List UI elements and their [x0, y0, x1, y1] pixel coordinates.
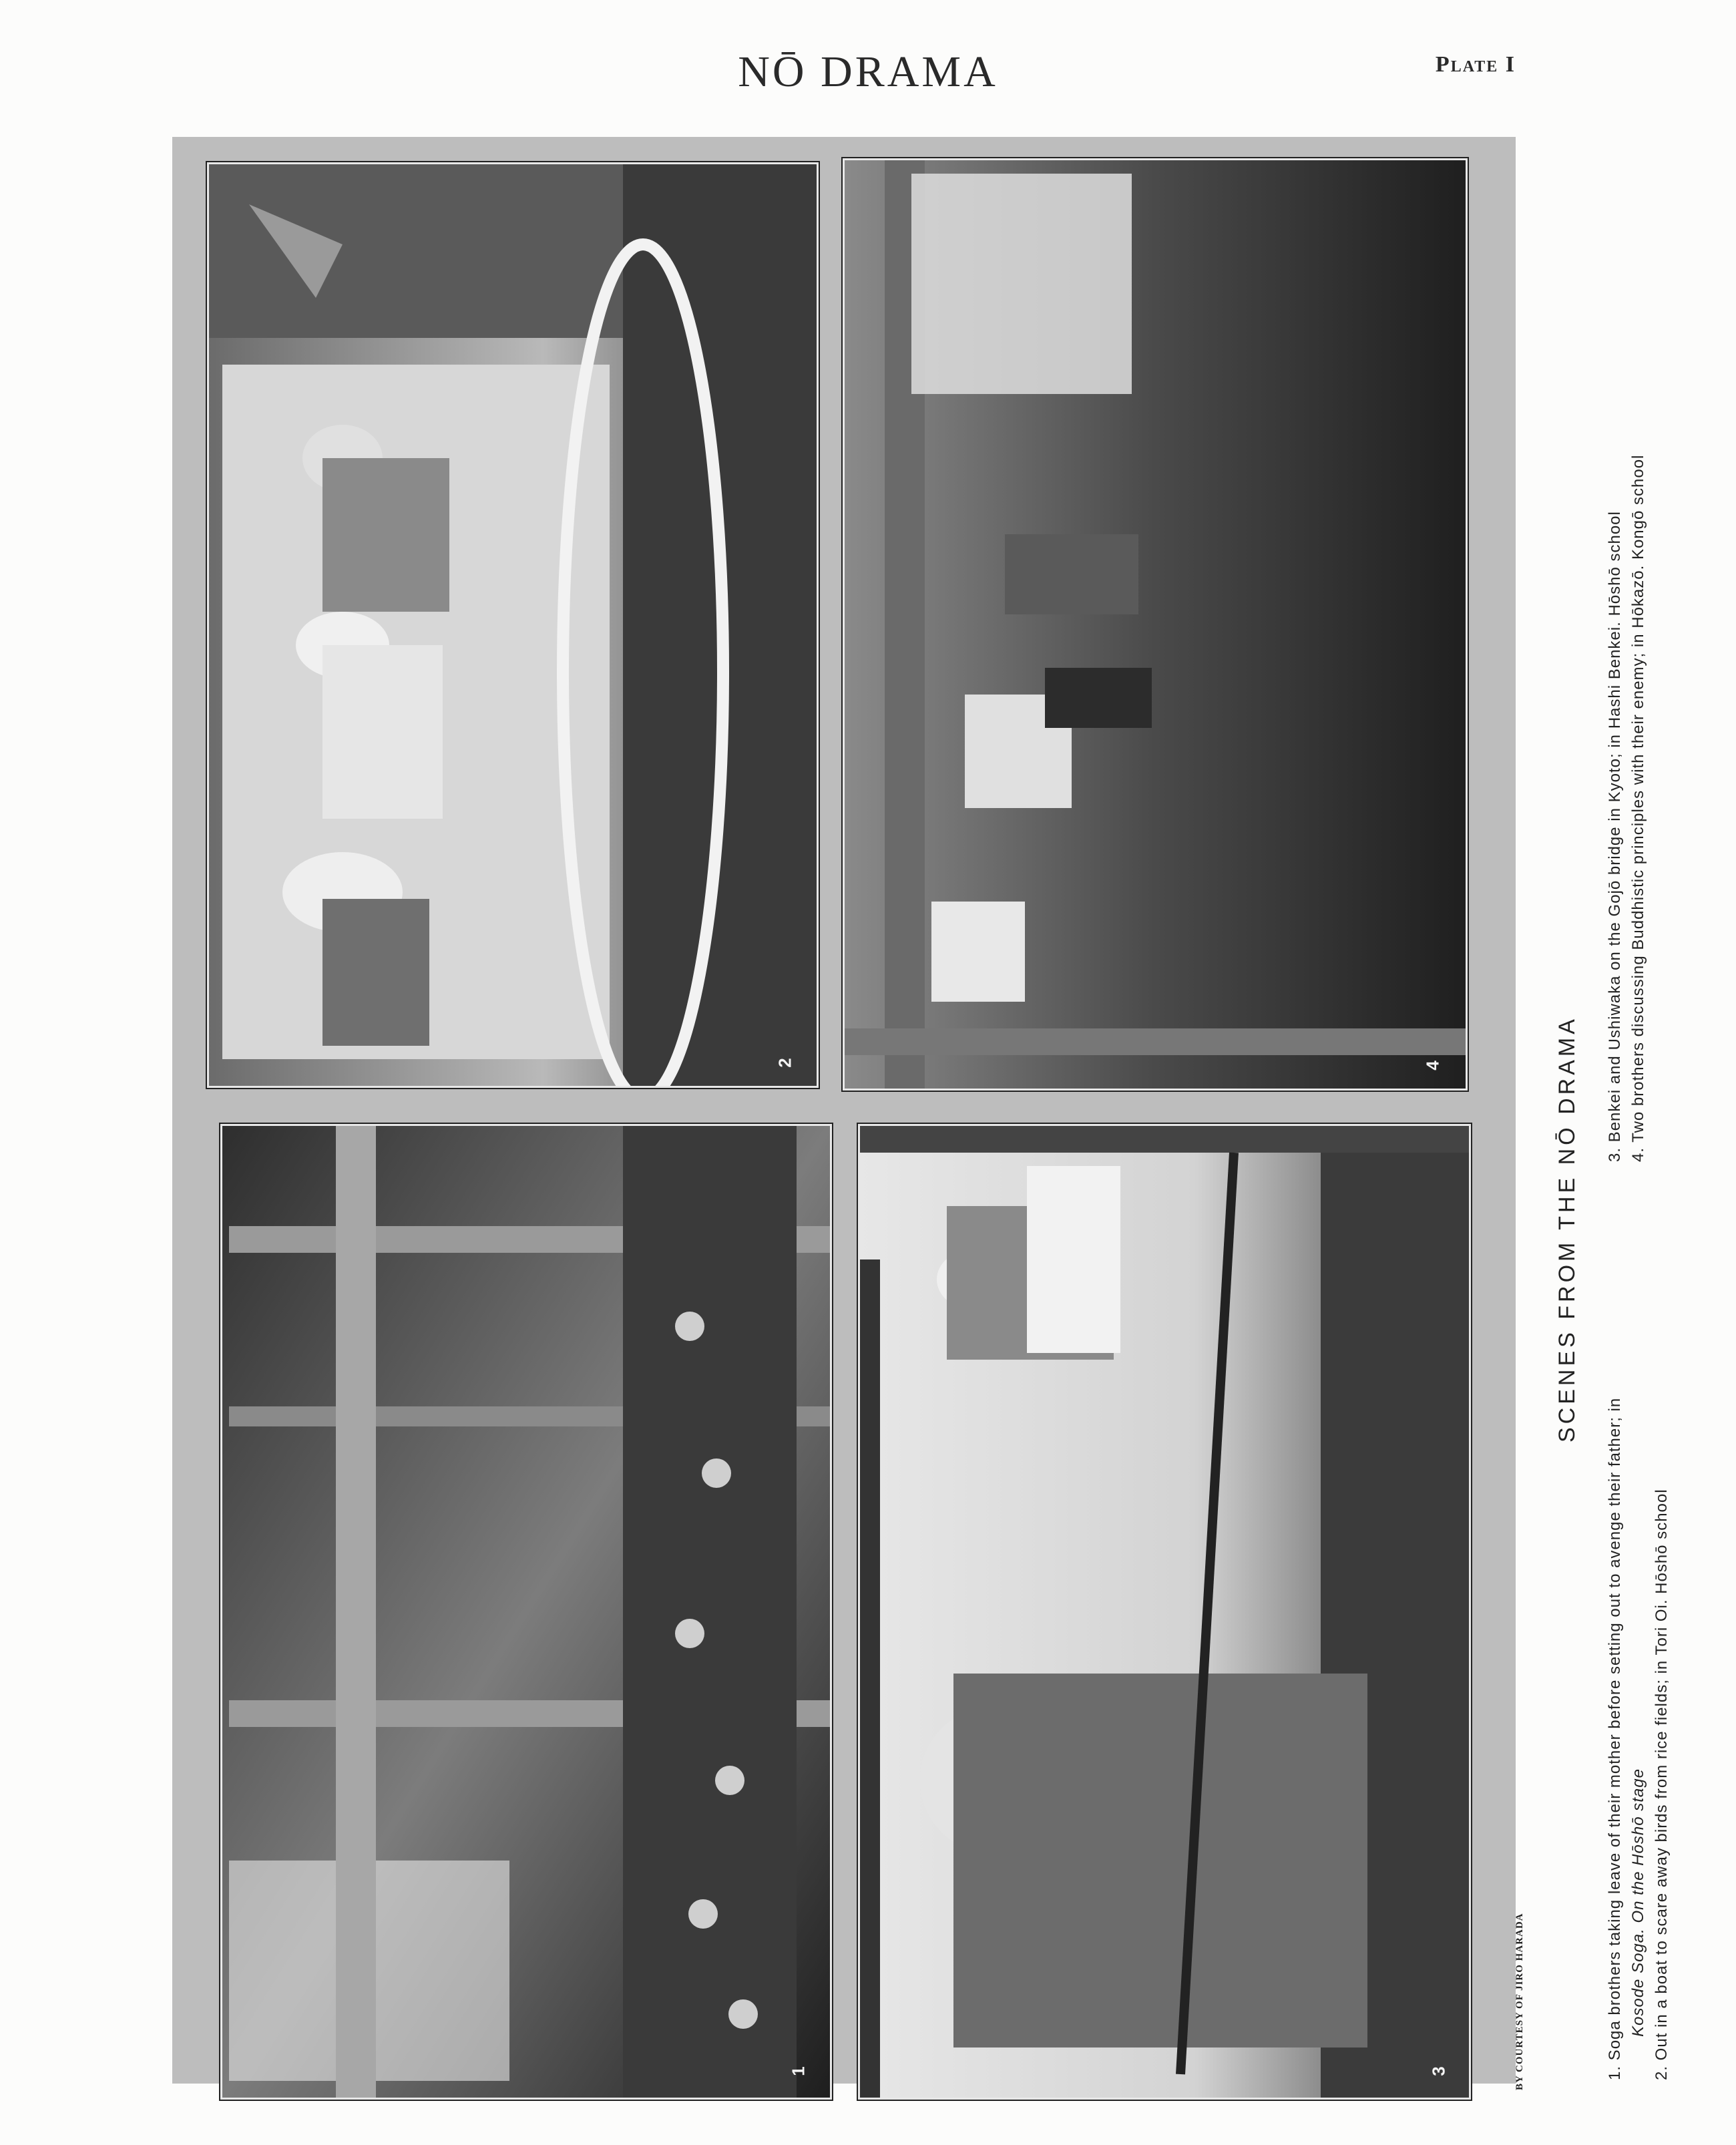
caption-heading: SCENES FROM THE NŌ DRAMA: [1554, 1016, 1580, 1442]
caption-item-2-line1: 2. Out in a boat to scare away birds from rice fields; in Tori Oi. Hōshō school: [1653, 1489, 1671, 2080]
photo-number: 4: [1422, 1060, 1443, 1070]
photo-number: 3: [1428, 2066, 1449, 2076]
caption-area: [1509, 147, 1723, 2084]
photo-2: [207, 162, 819, 1088]
photo-number: 1: [788, 2066, 809, 2076]
caption-item-3-line1: 3. Benkei and Ushiwaka on the Gojō bridge in Kyoto; in Hashi Benkei. Hōshō school: [1606, 511, 1624, 1162]
photo-number: 2: [775, 1058, 795, 1068]
caption-item-4-line1: 4. Two brothers discussing Buddhistic principles with their enemy; in Hōkazō. Kongō school: [1629, 454, 1647, 1162]
caption-item-1-line1: 1. Soga brothers taking leave of their mother before setting out to avenge their father; in: [1606, 1397, 1624, 2080]
courtesy-credit: BY COURTESY OF JIRO HARADA: [1514, 1913, 1525, 2090]
photo-4: [843, 158, 1468, 1091]
photo-2-image: [209, 164, 817, 1086]
photo-1-image: [222, 1126, 830, 2098]
photo-4-image: [845, 160, 1466, 1089]
photo-1: [220, 1124, 832, 2100]
photo-3-image: [860, 1126, 1469, 2098]
photo-3: [858, 1124, 1471, 2100]
caption-item-1-line2: Kosode Soga. On the Hōshō stage: [1629, 1768, 1647, 2037]
page-title: NŌ DRAMA: [738, 47, 998, 96]
plate-label: Plate I: [1435, 52, 1516, 77]
